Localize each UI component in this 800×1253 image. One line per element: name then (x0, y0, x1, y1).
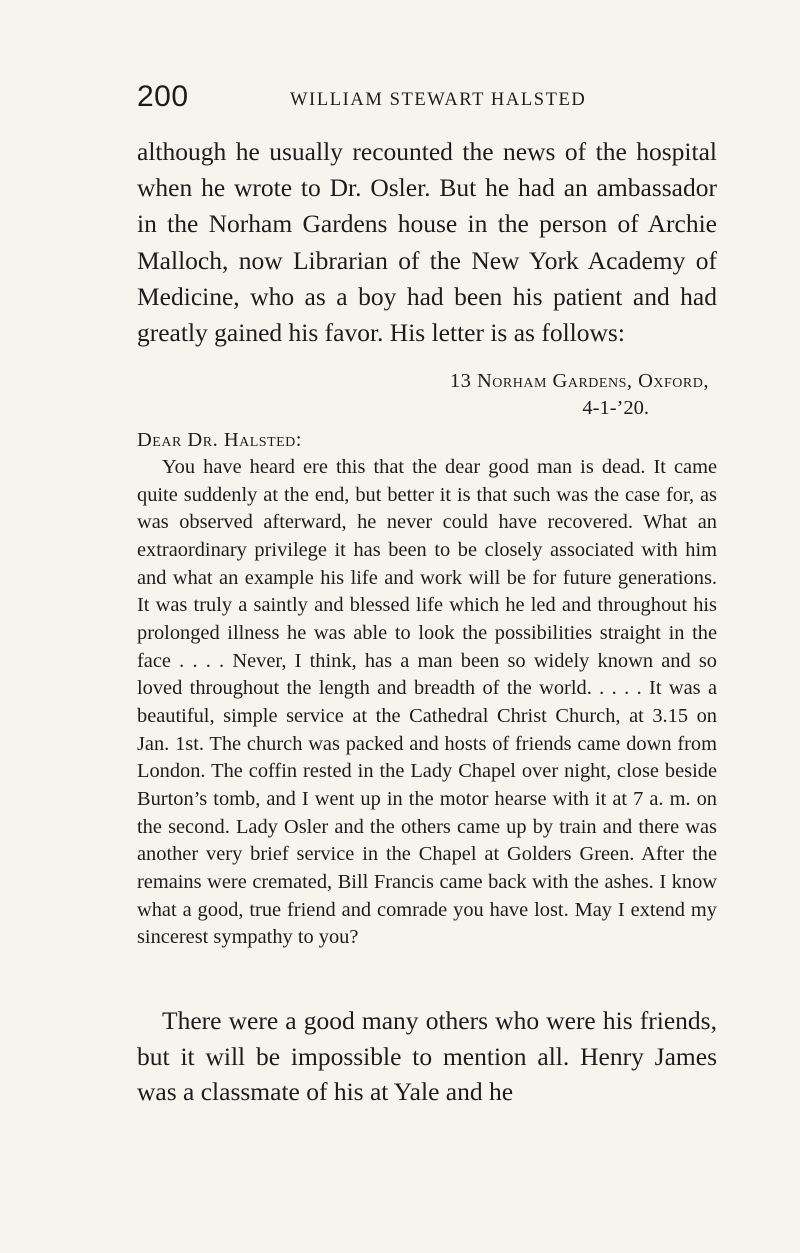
letter-date-text: 4-1-’20. (582, 397, 649, 419)
tail-paragraph-text: There were a good many others who were his friends, but it will be impossible to mention all. Henry James was a classmate of his at Yale and he (137, 1006, 717, 1106)
letter-date (137, 394, 717, 422)
running-head: WILLIAM STEWART HALSTED (290, 90, 587, 110)
letter-body-text: You have heard ere this that the dear good man is dead. It came quite suddenly at the end, but better it is that such was the case for, as was observed afterward, he never could have recovered. What an extraordinary privilege it has been to be closely associated with him and what an example his life and work will be for future generations. It was truly a saintly and blessed life which he led and throughout his prolonged illness he was able to look the possibilities straight in the face . . . . Never, I think, has a man been so widely known and so loved throughout the length and breadth of the world. . . . . It was a beautiful, simple service at the Cathedral Christ Church, at 3.15 on Jan. 1st. The church was packed and hosts of friends came down from London. The coffin rested in the Lady Chapel over night, close beside Burton’s tomb, and I went up in the motor hearse with it at 7 a. m. on the second. Lady Osler and the others came up by train and there was another very brief service in the Chapel at Golders Green. After the remains were cremated, Bill Francis came back with the ashes. I know what a good, true friend and comrade you have lost. May I extend my sincerest sympathy to you? (137, 456, 717, 949)
letter-body (137, 454, 717, 952)
tail-paragraph (137, 1003, 717, 1110)
lead-paragraph: although he usually recounted the news of the hospital when he wrote to Dr. Osler. But he had an ambassador in the Norham Gardens house in the person of Archie Malloch, now Librarian of the New York Academy of Medicine, who as a boy had been his patient and had greatly gained his favor. His letter is as follows: (137, 137, 717, 348)
page-number: 200 (137, 80, 189, 113)
letter-address (137, 367, 717, 395)
letter-salutation: Dear Dr. Halsted: (137, 429, 302, 451)
letter-address-line: 13 Norham Gardens, Oxford, (449, 370, 709, 392)
